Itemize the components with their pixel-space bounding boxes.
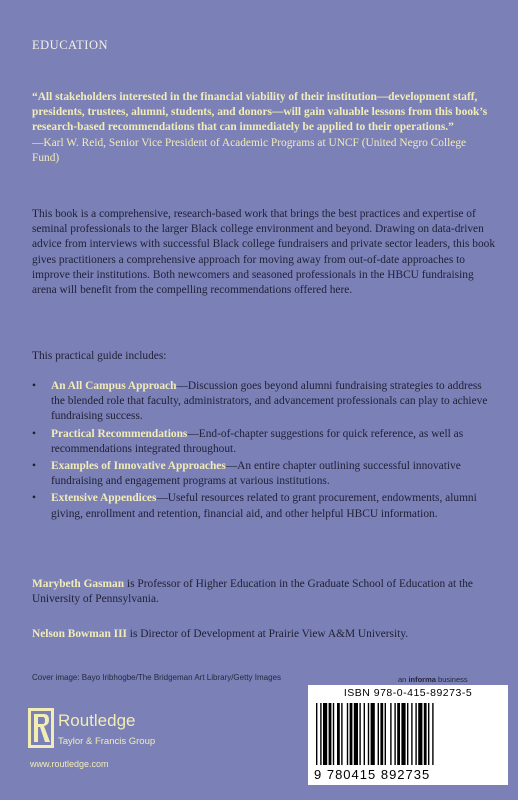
- barcode-digits: 9 780415 892735: [314, 767, 431, 782]
- book-description: This book is a comprehensive, research-based work that brings the best practices and expertise of seminal professionals to the larger Black college environment and beyond. Drawing on data-driven advice from interviews with successful Black college fundraisers and private sector leaders, this book gives practitioners a comprehensive approach for moving away from out-of-date approaches to improve their institutions. Both newcomers and seasoned professionals in the HBCU fundraising arena will benefit from the compelling recommendations offered here.: [32, 208, 496, 297]
- author-name: Nelson Bowman III: [32, 628, 127, 640]
- author-bio-text: is Professor of Higher Education in the Graduate School of Education at the University of Pennsylvania.: [32, 578, 473, 606]
- feature-item: [32, 379, 498, 425]
- isbn-label: ISBN 978-0-415-89273-5: [343, 687, 473, 699]
- bullet-icon: •: [32, 380, 36, 392]
- author-bio-text: is Director of Development at Prairie View A&M University.: [126, 628, 409, 640]
- feature-title: Extensive Appendices: [51, 492, 157, 505]
- feature-text: —End-of-chapter suggestions for quick reference, as well as recommendations integrated throughout.: [51, 427, 464, 455]
- barcode-bars: [316, 703, 500, 765]
- author-bio: [32, 627, 498, 642]
- feature-text: —An entire chapter outlining successful innovative fundraising and engagement programs at various institutions.: [51, 460, 461, 488]
- feature-title: Practical Recommendations: [51, 427, 188, 440]
- bullet-icon: •: [32, 492, 36, 505]
- informa-suffix: business: [435, 675, 468, 684]
- publisher-url[interactable]: www.routledge.com: [30, 759, 109, 769]
- feature-text: —Discussion goes beyond alumni fundraising strategies to address the blended role that faculty, administrators, and advancement professionals can play to achieve fundraising success.: [51, 380, 488, 423]
- endorsement-quote: [32, 90, 492, 166]
- publisher-group: Taylor & Francis Group: [58, 736, 156, 747]
- bullet-icon: •: [32, 427, 36, 440]
- author-name: Marybeth Gasman: [32, 578, 125, 590]
- feature-list: [32, 379, 498, 524]
- publisher-name: Routledge: [58, 711, 136, 730]
- isbn-barcode: [308, 685, 508, 785]
- author-bio: [32, 577, 498, 607]
- cover-credit: Cover image: Bayo Iribhogbe/The Bridgeman Art Library/Getty Images: [32, 673, 282, 682]
- informa-brand: informa: [408, 675, 436, 684]
- feature-text: —Useful resources related to grant procurement, endowments, alumni giving, enrollment and retention, financial aid, and other helpful HBCU information.: [51, 492, 477, 520]
- feature-item: [32, 491, 498, 521]
- feature-item: [32, 459, 498, 489]
- feature-title: An All Campus Approach: [51, 380, 177, 392]
- quote-attribution: —Karl W. Reid, Senior Vice President of Academic Programs at UNCF (United Negro College Fund): [32, 136, 467, 164]
- routledge-logo-icon: [28, 708, 54, 748]
- category-label: EDUCATION: [32, 38, 109, 52]
- feature-item: [32, 427, 498, 457]
- bullet-icon: •: [32, 460, 36, 473]
- quote-text: “All stakeholders interested in the financial viability of their institution—development staff, presidents, trustees, alumni, students, and donors—will gain valuable lessons from this book’s research-based recommendations that can immediately be applied to their operations.”: [32, 91, 488, 134]
- feature-title: Examples of Innovative Approaches: [51, 460, 226, 473]
- informa-prefix: an: [398, 675, 409, 684]
- includes-intro: This practical guide includes:: [32, 350, 167, 362]
